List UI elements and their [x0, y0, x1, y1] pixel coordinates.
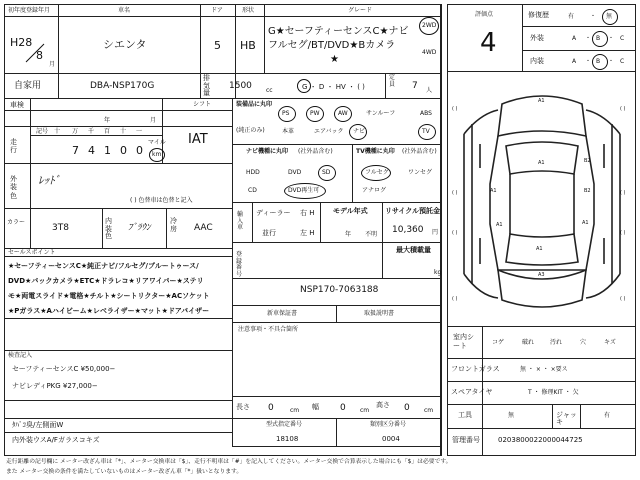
car-damage-diagram: [450, 74, 634, 326]
interior-grade-label: 内装: [530, 57, 544, 65]
selling-point-1: ★セーフティーセンスC★純正ナビ/フルセグ/ブルートゥース/: [8, 262, 199, 270]
interior-color: ﾌﾞﾗｳﾝ: [128, 223, 151, 233]
mark-paren: ( ): [452, 296, 458, 302]
shift-label: シフト: [193, 101, 212, 108]
divider: [232, 278, 441, 279]
seat-item: キズ: [604, 339, 616, 346]
new-car-warranty: 新車保証書: [267, 310, 298, 317]
mark-a1-hood: A1: [538, 98, 545, 104]
divider: [252, 202, 253, 242]
equipment-item: ABS: [420, 110, 432, 117]
divider: [30, 135, 162, 136]
inspector-bottom-1: ﾀﾊﾞｺ臭/左側面W: [12, 421, 64, 429]
inspection-month: 月: [150, 117, 157, 124]
category-value: 0004: [382, 435, 400, 443]
equipment-item: PS: [282, 110, 290, 117]
exterior-grade-label: 外装: [530, 34, 544, 42]
mark-paren: ( ): [620, 230, 626, 236]
model-code: DBA-NSP170G: [90, 81, 155, 91]
mark-paren: ( ): [452, 190, 458, 196]
interior-option: ・: [608, 58, 615, 65]
equipment-item-circle: [418, 124, 436, 140]
exterior-color: ﾚｯﾄﾞ: [38, 174, 60, 187]
seat-item: 破れ: [522, 339, 535, 346]
score-label: 評価点: [475, 11, 494, 18]
mark-a1-left2: A1: [496, 222, 503, 228]
model-spec-label: 型式指定番号: [266, 421, 303, 428]
tv-item: ワンセグ: [408, 169, 433, 176]
mark-paren: ( ): [620, 106, 626, 112]
mark-paren: ( ): [620, 190, 626, 196]
grade-line-3: ★: [330, 54, 339, 65]
divider: [232, 202, 441, 203]
navi-label: ナビ機種に丸印: [246, 148, 289, 155]
first-reg-label: 初年度登録年月: [8, 7, 51, 14]
tv-label: TV機種に丸印: [356, 148, 395, 155]
capacity: 7: [412, 81, 418, 91]
mileage-label: 走行: [10, 138, 17, 155]
divider: [447, 326, 636, 327]
shift-value: IAT: [188, 132, 208, 147]
equipment-item-circle: [349, 124, 367, 140]
footer-note-2: また メーター交換の条件を満たしていないものはメーター改ざん車「*」扱いとなります。: [6, 469, 243, 475]
length-value: 0: [268, 403, 274, 413]
divider: [352, 144, 353, 202]
import-label: 輸入車: [237, 211, 244, 232]
mark-paren: ( ): [452, 106, 458, 112]
divider: [4, 256, 232, 257]
divider: [4, 432, 232, 433]
divider: [4, 208, 232, 209]
height-value: 0: [404, 403, 410, 413]
usage: 自家用: [14, 81, 42, 91]
divider: [264, 4, 265, 73]
equipment-item: TV: [422, 128, 430, 135]
equipment-item: PW: [310, 110, 320, 117]
divider: [58, 4, 59, 73]
divider: [320, 202, 321, 242]
selling-points-label: セールスポイント: [8, 249, 56, 256]
reg-month: 8: [36, 49, 43, 62]
mark-a1-roof: A1: [538, 160, 545, 166]
vin-label: 登録番号: [236, 251, 243, 278]
mileage-header: 十: [120, 128, 127, 135]
equipment-label: 装備品に丸印: [236, 101, 273, 108]
tv-item: フルセグ: [365, 169, 389, 176]
shape-label: 形状: [242, 7, 255, 14]
divider: [102, 208, 103, 248]
repair-option-circle: [602, 9, 618, 25]
front-glass-value: 無 ・ × ・ ×要ス: [520, 366, 568, 373]
exterior-color-note: ( ) 色替車は色替と記入: [130, 197, 193, 204]
equipment-item-circle: [278, 106, 296, 122]
km-label: km: [152, 151, 162, 158]
inspector-note-1: セーフティーセンスC ¥50,000−: [12, 365, 116, 373]
mileage-header: 千: [88, 128, 95, 135]
interior-option-circle: [592, 54, 608, 70]
import-dealer: ディーラー: [256, 209, 291, 217]
divider: [385, 73, 386, 98]
import-parallel: 並行: [262, 229, 276, 237]
divider: [166, 208, 167, 248]
category-label: 類別区分番号: [370, 421, 407, 428]
divider: [4, 400, 232, 401]
spare-value: T ・ 修理KIT ・ 欠: [528, 389, 579, 396]
width-label: 幅: [312, 403, 319, 411]
divider: [200, 4, 201, 98]
grade-label: グレード: [348, 7, 373, 14]
drive-4wd: 4WD: [422, 49, 437, 56]
mark-a1-trunk: A1: [536, 246, 543, 252]
cc-unit: cc: [266, 87, 273, 94]
fuel-circle: [297, 79, 311, 93]
inspection-year: 年: [104, 117, 111, 124]
width-unit: cm: [360, 407, 370, 414]
model-year-suffix2: 不明: [365, 231, 378, 238]
notes-label: 注意事項・不具合箇所: [238, 326, 299, 333]
interior-option: B: [596, 58, 601, 65]
divider: [447, 404, 636, 405]
mgmt-value: 0203800022000044725: [498, 436, 583, 444]
repair-label: 修復歴: [528, 11, 549, 19]
navi-item-circle: [284, 183, 326, 199]
divider: [522, 26, 636, 27]
navi-item: DVD: [288, 169, 302, 176]
mileage-digit: 0: [136, 144, 143, 157]
divider: [30, 98, 31, 248]
divider: [4, 126, 232, 127]
divider: [4, 73, 441, 74]
mark-a3-rear: A3: [538, 272, 545, 278]
era-year: H28: [10, 36, 33, 49]
interior-label: 内装色: [105, 217, 112, 241]
equipment-item-circle: [306, 106, 324, 122]
mileage-header: 十: [54, 128, 61, 135]
repair-option: 有: [568, 13, 575, 20]
mark-b2-right: B2: [584, 158, 591, 164]
recycle-unit: 円: [432, 229, 439, 236]
mileage-digit: 4: [88, 144, 95, 157]
footer-note-1: 走行距離の記号欄に メーター改ざん車は「*」、メーター交換車は「$」、走行不明車は「#」を記入してください。メーター交換で合算表示した場合にも「$」は必要です。: [6, 459, 452, 465]
navi-item: SD: [322, 169, 331, 176]
divider: [382, 202, 383, 278]
divider: [232, 144, 441, 145]
drive-2wd: 2WD: [422, 22, 437, 29]
navi-sub: (社外品含む): [298, 148, 333, 155]
divider: [447, 381, 636, 382]
body-shape: HB: [240, 39, 256, 52]
divider: [232, 396, 441, 397]
tv-sub: (社外品含む): [402, 148, 437, 155]
mgmt-label: 管理番号: [452, 436, 480, 444]
divider: [4, 16, 441, 17]
color-code: 3T8: [52, 223, 69, 233]
equipment-item: AW: [338, 110, 348, 117]
mileage-digit: 0: [120, 144, 127, 157]
month-unit: 月: [49, 61, 56, 68]
import-left: 左 H: [300, 229, 315, 237]
tv-item-circle: [361, 165, 391, 181]
inspector-note-2: ナビレディPKG ¥27,000−: [12, 382, 98, 390]
divider: [447, 358, 636, 359]
navi-item: CD: [248, 187, 257, 194]
divider: [447, 428, 636, 429]
equipment-item: エアバック: [314, 128, 344, 135]
carname-label: 車名: [118, 7, 131, 14]
divider: [4, 318, 232, 319]
navi-item-circle: [318, 165, 336, 181]
model-spec-value: 18108: [276, 435, 299, 443]
divider: [522, 50, 636, 51]
exterior-option: B: [596, 35, 601, 42]
ac-label: 冷房: [170, 217, 177, 233]
mileage-digit: 1: [104, 144, 111, 157]
divider: [447, 71, 636, 72]
selling-point-3: モ★両電スライド★電格★チルト★シートリクター★ACソケット: [8, 292, 210, 300]
mileage-header: 百: [104, 128, 111, 135]
length-label: 長さ: [236, 403, 250, 411]
mark-paren: ( ): [620, 296, 626, 302]
divider: [4, 163, 232, 164]
mark-paren: ( ): [452, 230, 458, 236]
mileage-digit: 7: [72, 144, 79, 157]
grade-line-2: フルセグ/BT/DVD★Bカメラ: [268, 40, 396, 51]
max-load-unit: kg: [434, 269, 442, 276]
seat-item: コゲ: [492, 339, 505, 346]
divider: [232, 242, 441, 243]
door-label: ドア: [211, 7, 223, 14]
color-code-label: カラー: [7, 219, 26, 226]
divider: [552, 404, 553, 428]
displacement-label: 排気量: [203, 74, 210, 98]
divider: [4, 418, 232, 419]
tools-value: 無: [508, 412, 515, 419]
front-glass-label: フロントガラス: [451, 365, 500, 373]
seat-item: 穴: [580, 339, 587, 346]
equipment-sub: (純正のみ): [236, 127, 265, 134]
mileage-header: 記号: [36, 128, 49, 135]
max-load-label: 最大積載量: [396, 246, 431, 254]
width-value: 0: [340, 403, 346, 413]
divider: [336, 418, 337, 446]
door-count: 5: [214, 39, 221, 52]
tools-label: 工具: [458, 411, 472, 419]
equipment-item: ナビ: [353, 128, 366, 135]
exterior-option: ・: [585, 35, 592, 42]
divider: [232, 98, 233, 446]
tv-item: アナログ: [362, 187, 387, 194]
mileage-header: 万: [72, 128, 79, 135]
vin-value: NSP170-7063188: [300, 285, 379, 295]
divider: [580, 404, 581, 428]
mileage-header: 一: [136, 128, 143, 135]
divider: [232, 446, 441, 447]
divider: [522, 4, 523, 71]
interior-seat-label: 室内シート: [453, 333, 474, 351]
seat-item: 汚れ: [550, 339, 563, 346]
length-unit: cm: [290, 407, 300, 414]
height-label: 高さ: [376, 401, 390, 409]
recycle-value: 10,360: [392, 225, 424, 235]
fuel-options: G ・ D ・ HV ・ ( ): [302, 83, 365, 91]
inspector-bottom-2: 内外装ウスA/Fガラスコキズ: [12, 436, 100, 444]
exterior-option: C: [620, 35, 625, 42]
mile-label: マイル: [148, 139, 166, 146]
mark-a1-right: A1: [582, 220, 589, 226]
exterior-label: 外装色: [10, 175, 17, 200]
interior-option: A: [572, 58, 577, 65]
jack-label: ジャッキ: [556, 411, 577, 426]
repair-option: ・: [590, 13, 597, 20]
mark-b2-right2: B2: [584, 188, 591, 194]
grade-line-1: G★セーフティーセンスC★ナビ: [268, 26, 409, 37]
navi-item: HDD: [246, 169, 260, 176]
jack-value: 有: [604, 412, 611, 419]
car-name: シエンタ: [103, 38, 147, 51]
exterior-option-circle: [592, 31, 608, 47]
import-right: 右 H: [300, 209, 315, 217]
capacity-unit: 人: [426, 87, 433, 94]
spacer: [236, 337, 238, 339]
inspector-notes-label: 検査記入: [8, 352, 33, 359]
divider: [4, 110, 232, 111]
equipment-item-circle: [334, 106, 352, 122]
spare-label: スペアタイヤ: [451, 388, 493, 396]
ac-value: AAC: [194, 223, 213, 233]
divider: [336, 305, 337, 322]
interior-option: C: [620, 58, 625, 65]
date-slash: [20, 42, 50, 64]
model-year-label: モデル年式: [333, 207, 368, 215]
owner-manual: 取扱説明書: [364, 310, 395, 317]
exterior-option: ・: [608, 35, 615, 42]
model-year-suffix1: 年: [345, 231, 352, 238]
divider: [232, 322, 441, 323]
height-unit: cm: [424, 407, 434, 414]
mark-a1-left: A1: [490, 188, 497, 194]
divider: [4, 98, 441, 99]
interior-option: ・: [585, 58, 592, 65]
divider: [4, 350, 232, 351]
equipment-item: サンルーフ: [366, 110, 396, 117]
navi-item: DVD再生可: [288, 187, 320, 194]
repair-option: 無: [606, 13, 613, 20]
selling-point-4: ★Pガラス★Aハイビーム★レベライザー★マット★ドアバイザー: [8, 307, 210, 315]
recycle-label: リサイクル預託金: [385, 207, 441, 215]
capacity-label: 定員: [389, 74, 396, 88]
divider: [58, 73, 59, 98]
displacement: 1500: [229, 81, 252, 91]
selling-point-2: DVD★バックカメラ★ETC★ドラレコ★リアワイパー★ステリ: [8, 277, 204, 285]
equipment-item: 本革: [282, 128, 295, 135]
inspection-label: 車検: [10, 101, 24, 109]
score-value: 4: [480, 28, 497, 58]
divider: [441, 4, 442, 456]
exterior-option: A: [572, 35, 577, 42]
